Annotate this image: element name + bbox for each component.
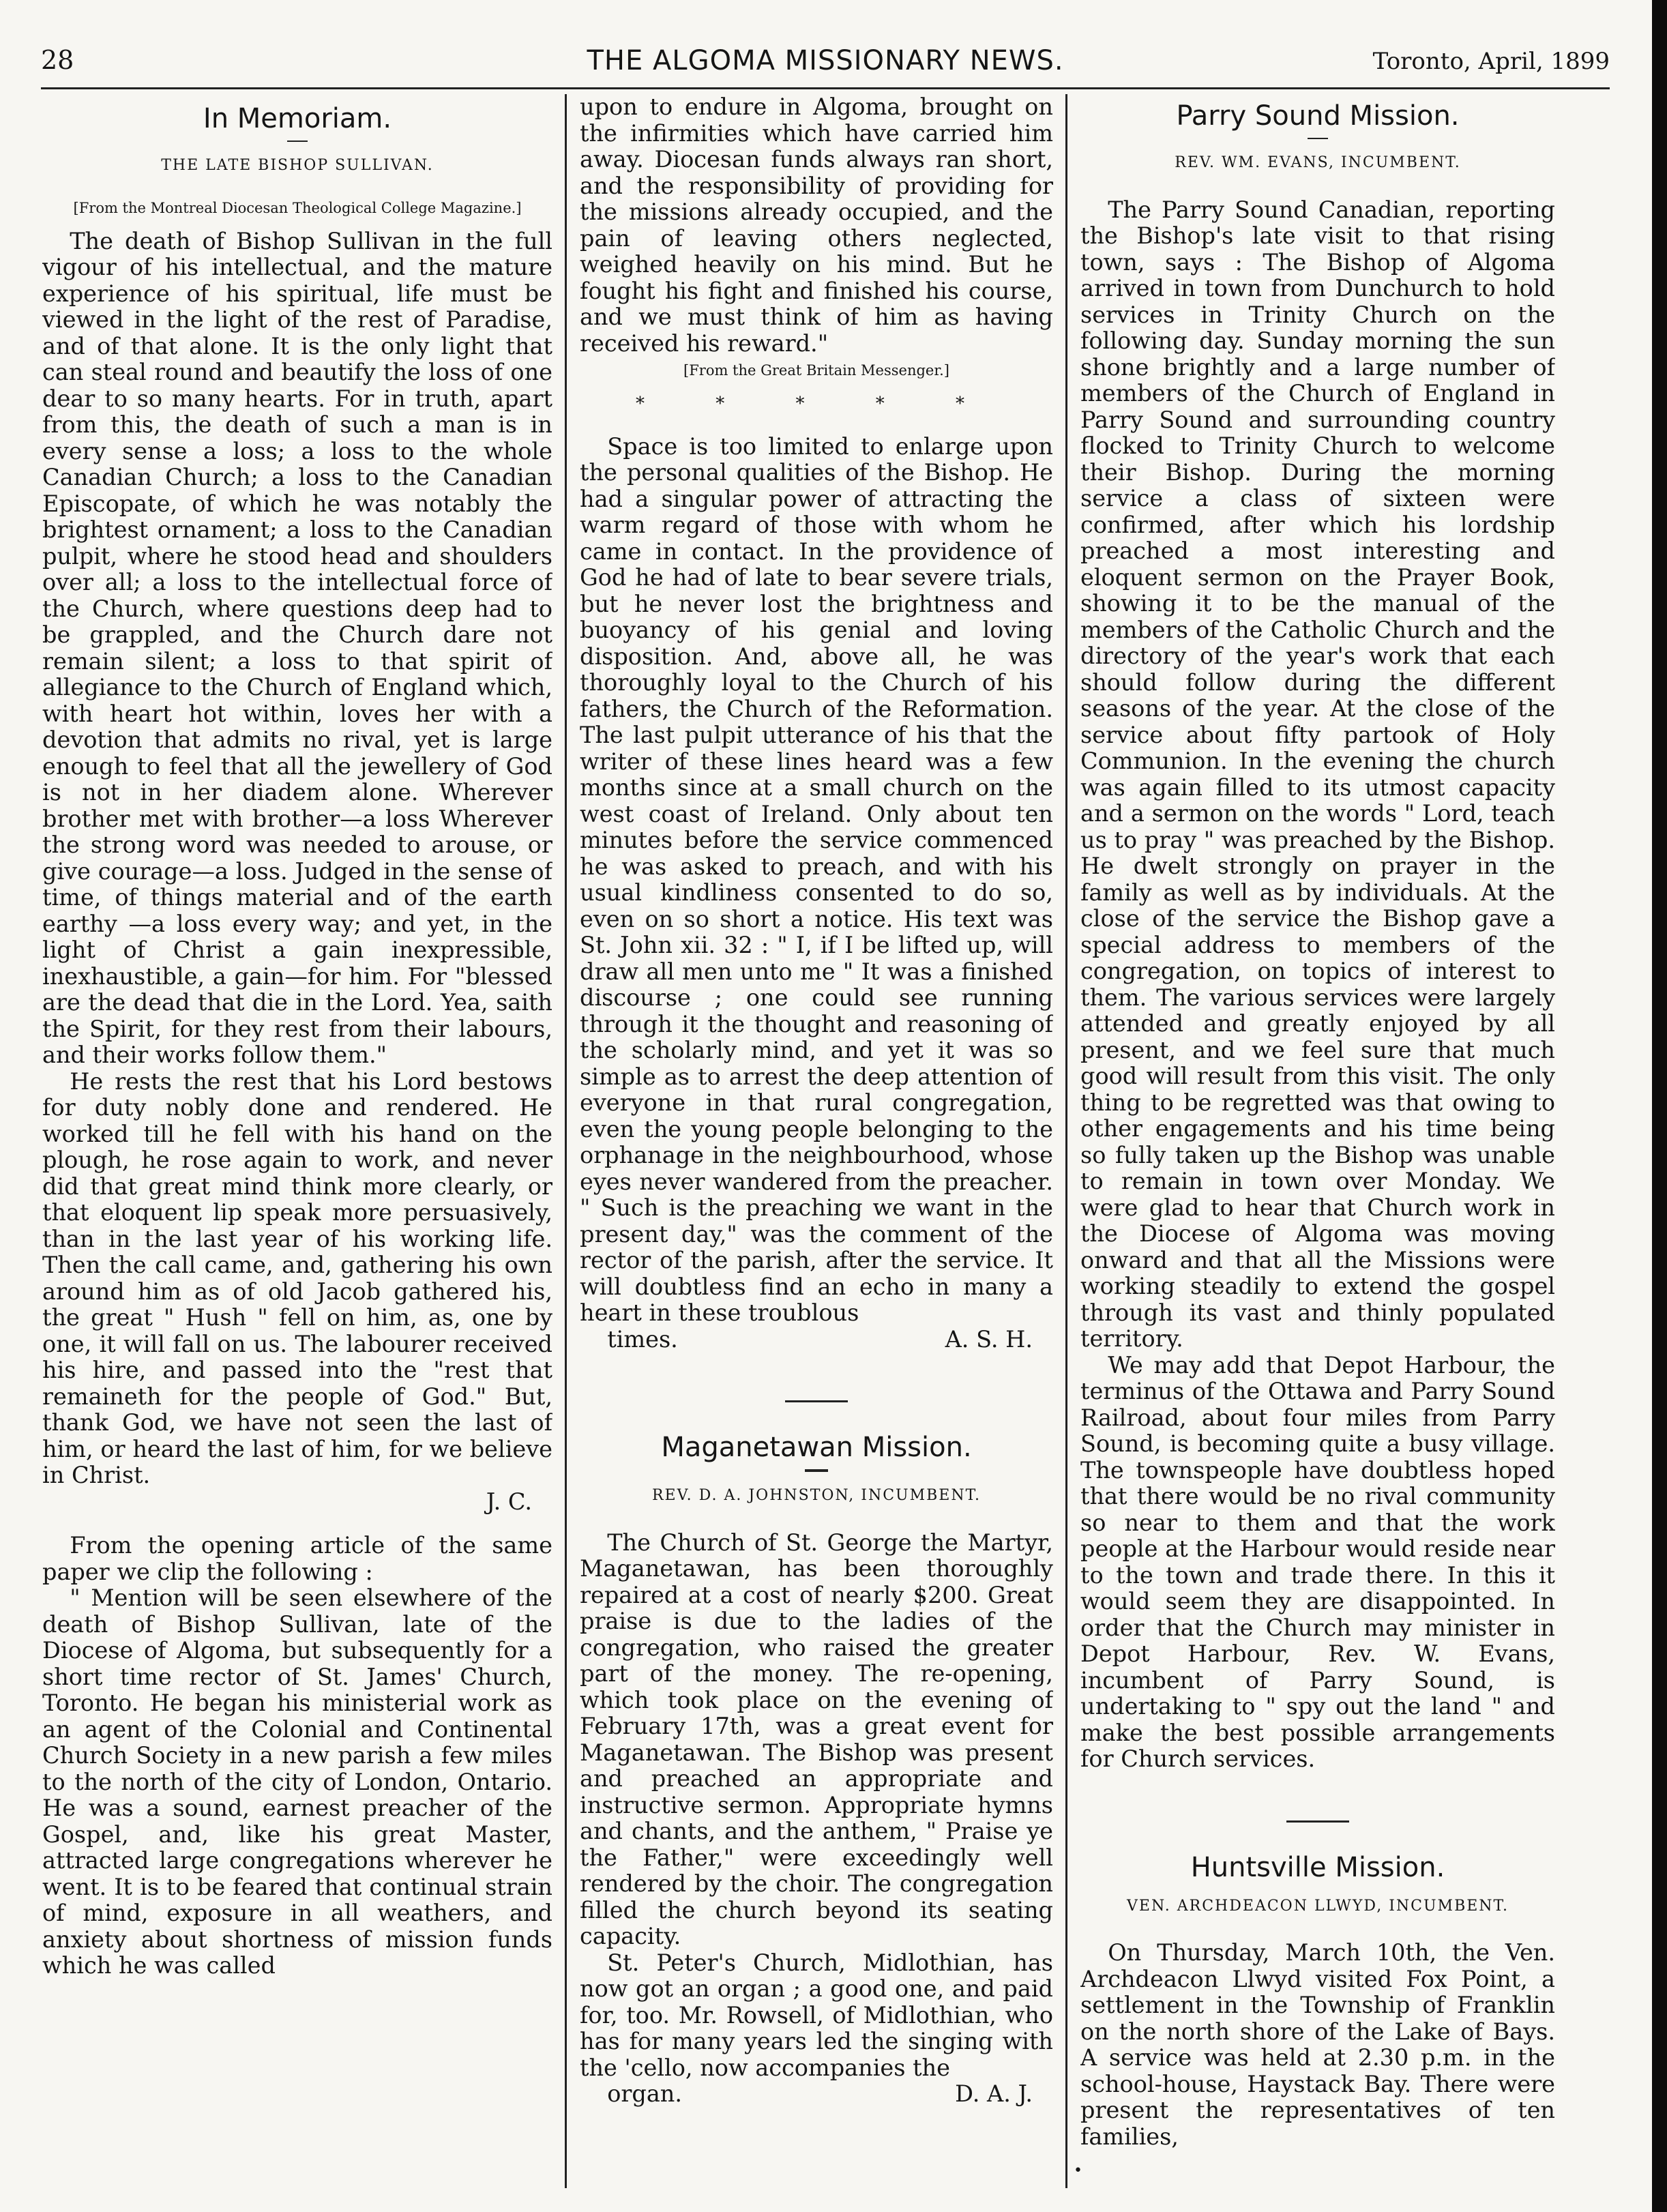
paragraph: The Parry Sound Canadian, reporting the Bishop's late visit to that rising town, says : The Bishop of Algoma arrived in town from Dunchurch to hold services in Trinity Church on the following day. Sunday morning the sun shone brightly and a large number of members of the Church of England in Parry Sound and surrounding country flocked to Trinity Church to welcome their Bishop. During the morning service a class of sixteen were confirmed, after which his lordship preached a most interesting and eloquent sermon on the Prayer Book, showing it to be the manual of the members of the Catholic Church and the directory of the year's work that each should follow during the different seasons of the year. At the close of the service about fifty partook of Holy Communion. In the evening the church was again filled to its utmost capacity and a sermon on the words " Lord, teach us to pray " was preached by the Bishop. He dwelt strongly on prayer in the family as well as by individuals. At the close of the service the Bishop gave a special address to members of the congregation, on topics of interest to them. The various services were largely attended and greatly enjoyed by all present, and we feel sure that much good will result from this visit. The only thing to be regretted was that owing to other engagements and his time being so fully taken up the Bishop was unable to remain in town over Monday. We were glad to hear that Church work in the Diocese of Algoma was moving onward and that all the Missions were working steadily to extend the gospel through its vast and thinly populated territory. [1080, 196, 1555, 1352]
article-byline: REV. WM. EVANS, INCUMBENT. [1175, 154, 1461, 171]
header-rule [41, 87, 1610, 89]
signature: J. C. [486, 1488, 532, 1515]
signature: D. A. J. [955, 2080, 1033, 2107]
page-number: 28 [41, 45, 74, 75]
article-heading: Maganetawan Mission. [661, 1432, 972, 1463]
paragraph: From the opening article of the same paper we clip the following : [42, 1532, 552, 1585]
masthead [41, 45, 1610, 86]
article-byline: VEN. ARCHDEACON LLWYD, INCUMBENT. [1127, 1897, 1509, 1915]
paragraph-end [580, 1327, 1053, 1353]
paragraph: The Church of St. George the Martyr, Maganetawan, has been thoroughly repaired at a cost of nearly $200. Great praise is due to the ladies of the congregation, who raised the greater part of the money. The re-opening, which took place on the evening of February 17th, was a great event for Maganetawan. The Bishop was present and preached an appropriate and instructive sermon. Appropriate hymns and chants, and the anthem, " Praise ye the Father," were exceedingly well rendered by the choir. The congregation filled the church beyond its seating capacity. [580, 1529, 1053, 1949]
paragraph: We may add that Depot Harbour, the terminus of the Ottawa and Parry Sound Railroad, about four miles from Parry Sound, is becoming quite a busy village. The townspeople have doubtless hoped that there would be no rival community so near to them and that the work people at the Harbour would reside near to the town and trade there. In this it would seem they are disappointed. In order that the Church may minister in Depot Harbour, Rev. W. Evans, incumbent of Parry Sound, is undertaking to " spy out the land " and make the best possible arrangements for Church services. [1080, 1351, 1555, 1772]
paragraph: The death of Bishop Sullivan in the full vigour of his intellectual, and the mature experience of his spiritual, life must be viewed in the light of the rest of Paradise, and of that alone. It is the only light that can steal round and beautify the loss of one dear to so many hearts. For in truth, apart from this, the death of such a man is in every sense a loss; a loss to the whole Canadian Church; a loss to the Canadian Episcopate, of which he was notably the brightest ornament; a loss to the Canadian pulpit, where he stood head and shoulders over all; a loss to the intellectual force of the Church, where questions deep had to be grappled, and the Church dare not remain silent; a loss to that spirit of allegiance to the Church of England which, with heart hot within, loves her with a devotion that admits no rival, yet is large enough to feel that all the jewellery of God is not in her diadem alone. Wherever brother met with brother—a loss Wherever the strong word was needed to arouse, or give courage—a loss. Judged in the sense of time, of things material and of the earth earthy —a loss every way; and yet, in the light of Christ a gain inexpressible, inexhaustible, a gain—for him. For "blessed are the dead that die in the Lord. Yea, saith the Spirit, for they rest from their labours, and their works follow them." [42, 227, 552, 1068]
article-heading: Parry Sound Mission. [1176, 100, 1460, 132]
paragraph: St. Peter's Church, Midlothian, has now got an organ ; a good one, and paid for, too. Mr. Rowsell, of Midlothian, who has for many years led the singing with the 'cello, now accompanies the [580, 1949, 1053, 2081]
spacer [42, 1515, 552, 1533]
column-3 [1080, 100, 1555, 2187]
section-separator [785, 1400, 848, 1402]
paragraph: upon to endure in Algoma, brought on the infirmities which have carried him away. Diocesan funds always ran short, and the responsibility of providing for the missions already occupied, and the pain of leaving others neglected, weighed heavily on his mind. But he fought his fight and finished his course, and we must think of him as having received his reward." [580, 94, 1053, 357]
issue-date: Toronto, April, 1899 [1372, 48, 1610, 75]
heading-dash [1308, 138, 1328, 139]
column-rule-left [565, 94, 567, 2188]
source-note: [From the Montreal Diocesan Theological College Magazine.] [73, 199, 522, 216]
paragraph-end-text: organ. [607, 2080, 683, 2107]
section-separator [1286, 1820, 1349, 1823]
paragraph: " Mention will be seen elsewhere of the death of Bishop Sullivan, late of the Diocese of Algoma, but subsequently for a short time rector of St. James' Church, Toronto. He began his ministerial work as an agent of the Colonial and Continental Church Society in a new parish a few miles to the north of the city of London, Ontario. He was a sound, earnest preacher of the Gospel, and, like his great Master, attracted large congregations wherever he went. It is to be feared that continual strain of mind, exposure in all weathers, and anxiety about shortness of mission funds which he was called [42, 1584, 552, 1979]
source-note: [From the Great Britain Messenger.] [683, 362, 949, 379]
publication-title: THE ALGOMA MISSIONARY NEWS. [587, 45, 1064, 76]
article-heading: Huntsville Mission. [1190, 1851, 1445, 1883]
heading-dash [805, 1469, 828, 1472]
article-heading: In Memoriam. [203, 103, 392, 134]
footer-dot: • [1074, 2162, 1082, 2179]
signature: A. S. H. [945, 1325, 1033, 1353]
section-stars: * * * * * [635, 394, 998, 414]
page-edge [1652, 0, 1667, 2212]
heading-dash [287, 141, 308, 142]
paragraph: Space is too limited to enlarge upon the personal qualities of the Bishop. He had a singular power of attracting the warm regard of those with whom he came in contact. In the providence of God he had of late to bear severe trials, but he never lost the brightness and buoyancy of his genial and loving disposition. And, above all, he was thoroughly loyal to the Church of his fathers, the Church of the Reformation. The last pulpit utterance of his that the writer of these lines heard was a few months since at a small church on the west coast of Ireland. Only about ten minutes before the service commenced he was asked to preach, and with his usual kindliness consented to do so, even on so short a notice. His text was St. John xii. 32 : " I, if I be lifted up, will draw all men unto me " It was a finished discourse ; one could see running through it the thought and reasoning of the scholarly mind, and yet it was so simple as to arrest the deep attention of everyone in that rural congregation, even the young people belonging to the orphanage in the neighbourhood, whose eyes never wandered from the preacher. " Such is the preaching we want in the present day," was the comment of the rector of the parish, after the service. It will doubtless find an echo in many a heart in these troublous [580, 432, 1053, 1326]
paragraph-end-text: times. [607, 1325, 678, 1353]
column-1 [42, 102, 552, 2189]
column-2 [580, 94, 1053, 2181]
article-byline: REV. D. A. JOHNSTON, INCUMBENT. [651, 1487, 982, 1504]
article-subheading: THE LATE BISHOP SULLIVAN. [161, 157, 434, 174]
column-rule-right [1065, 94, 1067, 2188]
paragraph-end [580, 2081, 1053, 2108]
paragraph: He rests the rest that his Lord bestows for duty nobly done and rendered. He worked till he fell with his hand on the plough, he rose again to work, and never did that great mind think more clearly, or that eloquent lip speak more persuasively, than in the last year of his working life. Then the call came, and, gathering his own around him as of old Jacob gathered his, the great " Hush " fell on him, as, one by one, it will fall on us. The labourer received his hire, and passed into the "rest that remaineth for the people of God." But, thank God, we have not seen the last of him, or heard the last of him, for we believe in Christ. [42, 1067, 552, 1488]
paragraph: On Thursday, March 10th, the Ven. Archdeacon Llwyd visited Fox Point, a settlement in the Township of Franklin on the north shore of the Lake of Bays. A service was held at 2.30 p.m. in the school-house, Haystack Bay. There were present the representatives of ten families, [1080, 1939, 1555, 2150]
